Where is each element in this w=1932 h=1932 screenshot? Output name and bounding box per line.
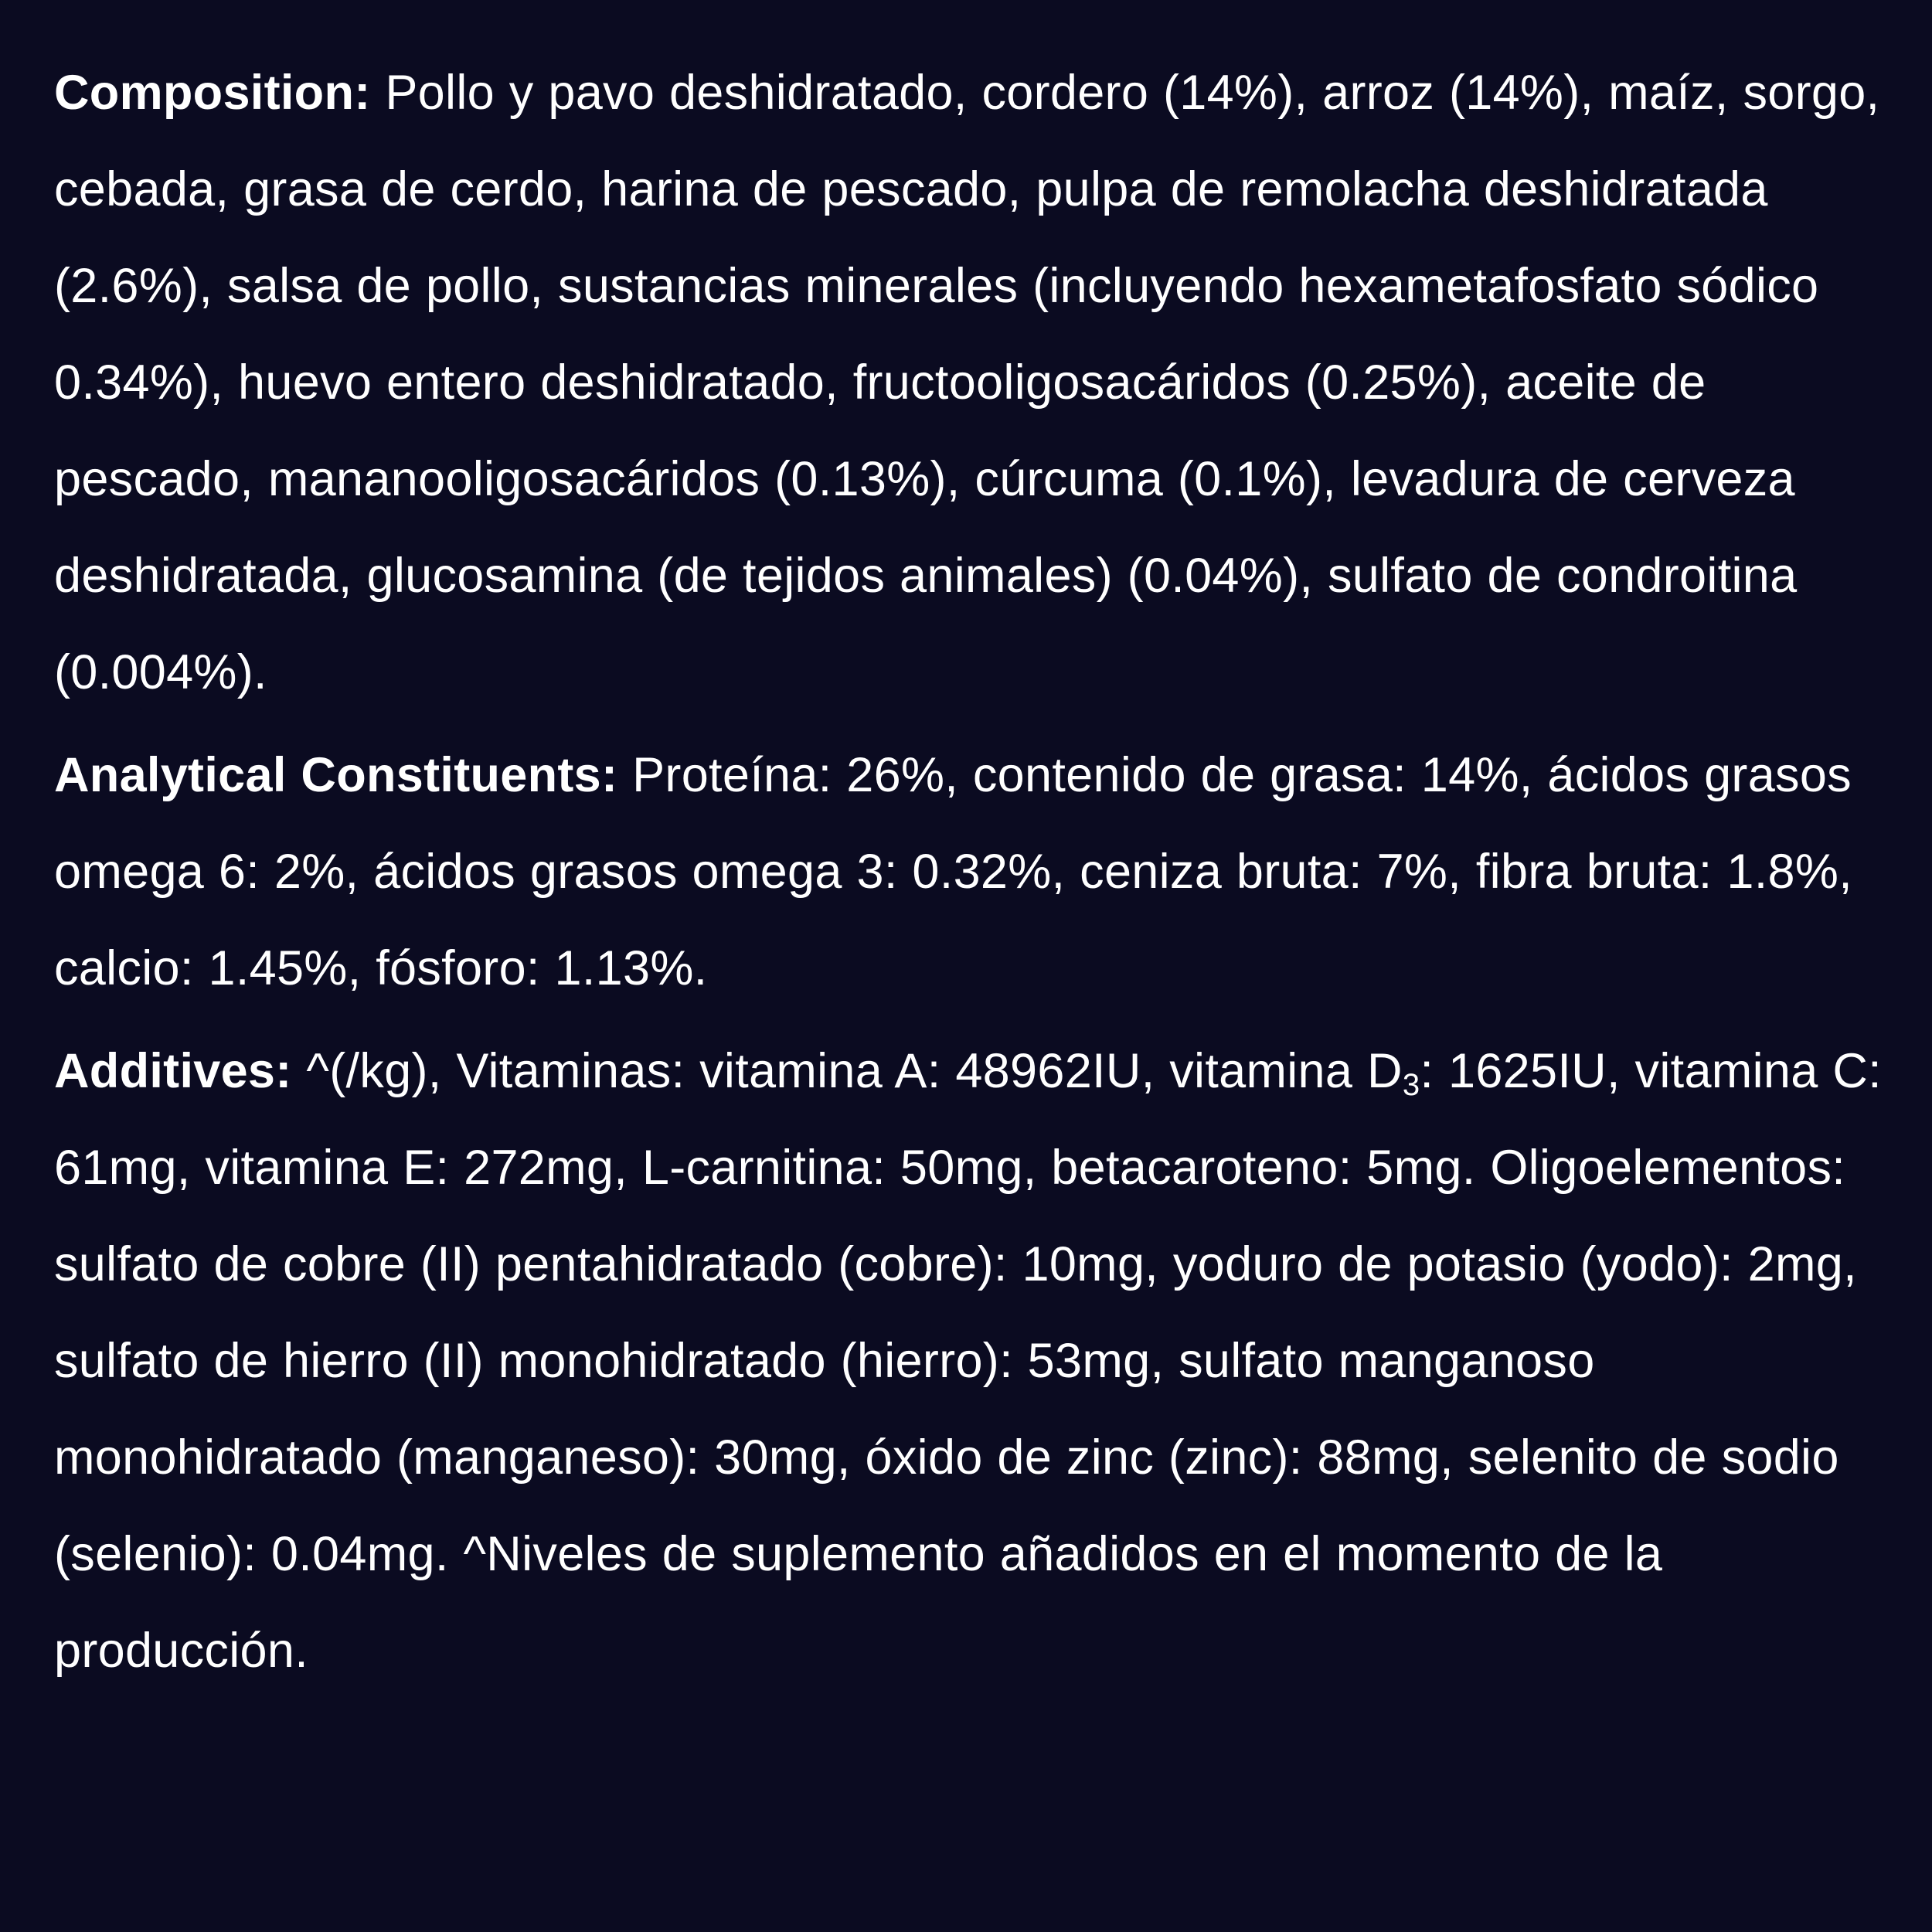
additives-text-end: : 1625IU, vitamina C: 61mg, vitamina E: 272mg, L-carnitina: 50mg, betacaroteno: 5mg. Oligoelementos: sulfato de cobre (II) pentahidratado (cobre): 10mg, yoduro de potasio (yodo): 2mg, sulfato de hierro (II) monohidratado (hierro): 53mg, sulfato manganoso monohidratado (manganeso): 30mg, óxido de zinc (zinc): 88mg, selenito de sodio (selenio): 0.04mg. ^Niveles de suplemento añadidos en el momento de la producción.: [54, 1044, 1882, 1678]
additives-text-start: ^(/kg), Vitaminas: vitamina A: 48962IU, vitamina D: [306, 1044, 1403, 1098]
analytical-constituents-text: Proteína: 26%, contenido de grasa: 14%, ácidos grasos omega 6: 2%, ácidos grasos omega 3: 0.32%, ceniza bruta: 7%, fibra bruta: 1.8%, calcio: 1.45%, fósforo: 1.13%.: [54, 748, 1853, 995]
vitamin-d-subscript: 3: [1402, 1068, 1420, 1102]
additives-heading: Additives:: [54, 1044, 292, 1098]
composition-heading: Composition:: [54, 66, 371, 120]
composition-text: Pollo y pavo deshidratado, cordero (14%), arroz (14%), maíz, sorgo, cebada, grasa de cerdo, harina de pescado, pulpa de remolacha deshidratada (2.6%), salsa de pollo, sustancias minerales (incluyendo hexametafosfato sódico 0.34%), huevo entero deshidratado, fructooligosacáridos (0.25%), aceite de pescado, mananooligosacáridos (0.13%), cúrcuma (0.1%), levadura de cerveza deshidratada, glucosamina (de tejidos animales) (0.04%), sulfato de condroitina (0.004%).: [54, 66, 1880, 699]
additives-section: [54, 1023, 1893, 1699]
analytical-constituents-section: [54, 727, 1893, 1017]
analytical-constituents-heading: Analytical Constituents:: [54, 748, 618, 802]
composition-section: [54, 45, 1893, 721]
ingredient-label-panel: [54, 45, 1893, 1884]
